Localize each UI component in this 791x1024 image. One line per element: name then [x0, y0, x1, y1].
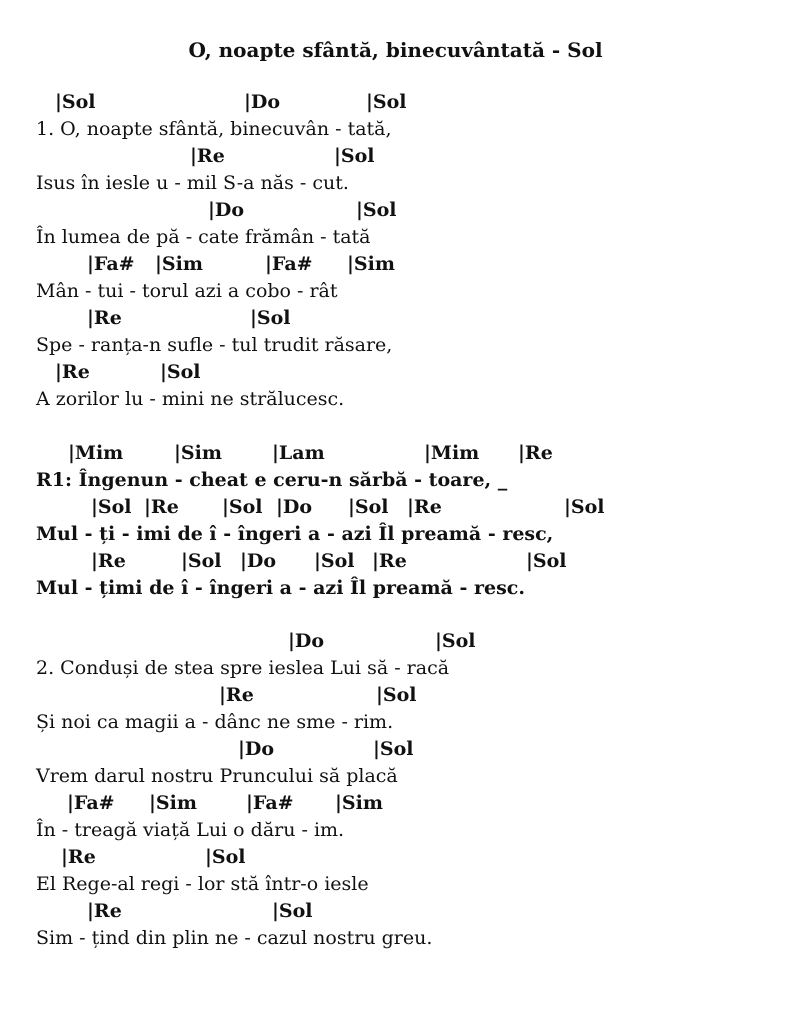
chord: |Sol — [205, 846, 246, 868]
chord: |Sol — [435, 630, 476, 652]
lyric-text: Și noi ca magii a - dânc ne sme - rim. — [36, 711, 394, 733]
lyric-line — [0, 763, 791, 790]
chord: |Sol — [250, 307, 291, 329]
chord-line — [0, 682, 791, 709]
chord: |Re — [518, 442, 553, 464]
chord: |Lam — [272, 442, 325, 464]
chord: |Sim — [347, 253, 395, 275]
chord: |Sol — [373, 738, 414, 760]
lyric-text: Isus în iesle u - mil S-a năs - cut. — [36, 172, 349, 194]
chord-line — [0, 197, 791, 224]
chord: |Sol — [55, 91, 96, 113]
chord: |Sol — [564, 496, 605, 518]
chord: |Do — [276, 496, 313, 518]
lyric-line — [0, 386, 791, 413]
chord: |Fa# — [67, 792, 115, 814]
chord: |Sol — [181, 550, 222, 572]
lyric-text: El Rege-al regi - lor stă într-o iesle — [36, 873, 369, 895]
chord: |Sol — [526, 550, 567, 572]
lyric-line — [0, 817, 791, 844]
lyric-line — [0, 224, 791, 251]
chord: |Sol — [376, 684, 417, 706]
chord: |Re — [61, 846, 96, 868]
lyric-line — [0, 925, 791, 952]
chord: |Re — [407, 496, 442, 518]
chord: |Do — [288, 630, 325, 652]
lyric-text: În - treagă viață Lui o dăru - im. — [36, 819, 345, 841]
chord: |Sim — [174, 442, 222, 464]
lyric-text: În lumea de pă - cate frămân - tată — [36, 226, 371, 248]
lyric-text: 2. Conduși de stea spre ieslea Lui să - racă — [36, 657, 450, 679]
lyric-text: A zorilor lu - mini ne strălucesc. — [36, 388, 345, 410]
lyric-text: Sim - țind din plin ne - cazul nostru greu. — [36, 927, 433, 949]
lyric-line — [0, 655, 791, 682]
chord: |Re — [87, 307, 122, 329]
lyric-text: 1. O, noapte sfântă, binecuvân - tată, — [36, 118, 392, 140]
lyric-line — [0, 116, 791, 143]
chord: |Do — [238, 738, 275, 760]
chord: |Sol — [314, 550, 355, 572]
lyric-line — [0, 575, 791, 602]
chord: |Do — [208, 199, 245, 221]
chord-line — [0, 359, 791, 386]
chord-line — [0, 251, 791, 278]
chord: |Sol — [356, 199, 397, 221]
chord-line — [0, 628, 791, 655]
chord: |Re — [144, 496, 179, 518]
lyric-text: Mul - ți - imi de î - îngeri a - azi Îl preamă - resc, — [36, 523, 554, 545]
chord-line — [0, 898, 791, 925]
chord: |Sim — [335, 792, 383, 814]
lyric-line — [0, 871, 791, 898]
chord: |Sol — [366, 91, 407, 113]
chord-line — [0, 494, 791, 521]
chord-line — [0, 844, 791, 871]
chord: |Re — [87, 900, 122, 922]
chord-line — [0, 736, 791, 763]
chord: |Sol — [91, 496, 132, 518]
chord-line — [0, 548, 791, 575]
chord-line — [0, 89, 791, 116]
chord-line — [0, 440, 791, 467]
lyric-text: Spe - ranța-n sufle - tul trudit răsare, — [36, 334, 393, 356]
lyric-line — [0, 521, 791, 548]
lyric-text: Vrem darul nostru Pruncului să placă — [36, 765, 398, 787]
chord-line — [0, 790, 791, 817]
chord: |Sol — [348, 496, 389, 518]
chord: |Sol — [160, 361, 201, 383]
lyric-line — [0, 332, 791, 359]
chord: |Re — [219, 684, 254, 706]
chord: |Fa# — [265, 253, 313, 275]
chord: |Sol — [334, 145, 375, 167]
lyric-text: R1: Îngenun - cheat e ceru-n sărbă - toare, _ — [36, 469, 508, 491]
song-title: O, noapte sfântă, binecuvântată - Sol — [188, 38, 603, 62]
chord: |Do — [244, 91, 281, 113]
lyric-line — [0, 467, 791, 494]
chord: |Re — [190, 145, 225, 167]
lyric-line — [0, 709, 791, 736]
chord: |Fa# — [246, 792, 294, 814]
chord-line — [0, 143, 791, 170]
lyric-line — [0, 170, 791, 197]
chord: |Mim — [68, 442, 124, 464]
chord: |Mim — [424, 442, 480, 464]
chord: |Sim — [155, 253, 203, 275]
lyric-text: Mân - tui - torul azi a cobo - rât — [36, 280, 338, 302]
chord: |Re — [55, 361, 90, 383]
chord: |Fa# — [87, 253, 135, 275]
chord: |Re — [91, 550, 126, 572]
chord: |Sim — [149, 792, 197, 814]
lyric-line — [0, 278, 791, 305]
chord-line — [0, 305, 791, 332]
chord: |Re — [372, 550, 407, 572]
lyric-text: Mul - țimi de î - îngeri a - azi Îl preamă - resc. — [36, 577, 525, 599]
chord: |Sol — [272, 900, 313, 922]
chord: |Sol — [222, 496, 263, 518]
chord: |Do — [240, 550, 277, 572]
